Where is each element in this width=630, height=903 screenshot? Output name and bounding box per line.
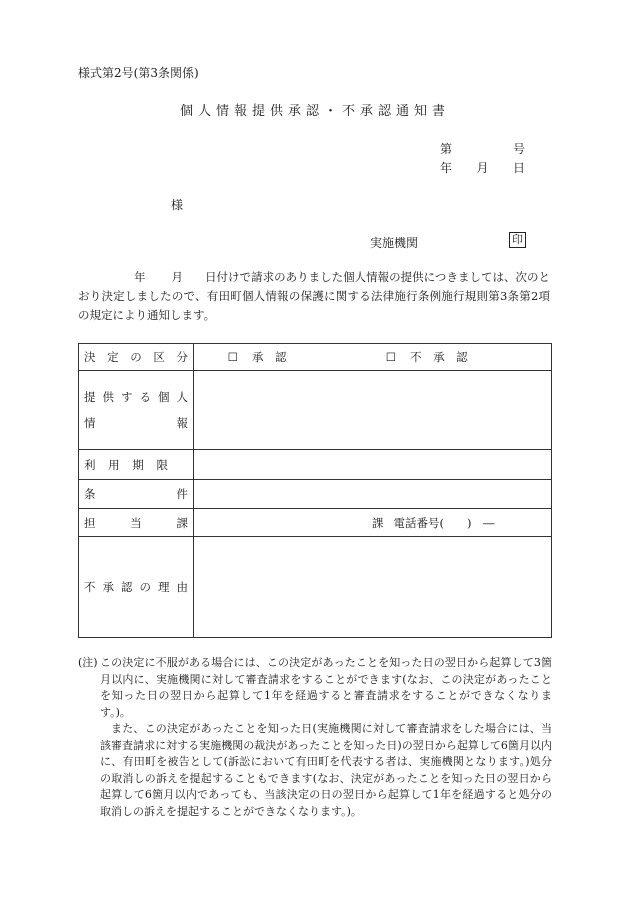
approve-option[interactable] [228,349,287,365]
table-row-reason [79,537,552,638]
doc-number-prefix: 第 [440,142,453,156]
table-row-conditions [79,480,552,509]
info-value[interactable] [194,371,552,450]
table-row-contact [79,509,552,537]
note-paragraph-2: また、この決定があったことを知った日(実施機関に対して審査請求をした場合には、当該審査請求に対する実施機関の裁決があったことを知った日)の翌日から起算して6箇月以内に、有田町を被告として(訴訟において有田町を代表する者は、実施機関となります。)処分の取消しの訴えを提起することもできます(なお、決定があったことを知った日の翌日から起算して6箇月以内であっても、当該決定の日の翌日から起算して1年を経過すると処分の取消しの訴えを提起することができなくなります。)。 [100,722,552,818]
note-paragraph-1: この決定に不服がある場合には、この決定があったことを知った日の翌日から起算して3箇月以内に、実施機関に対して審査請求をすることができます(なお、この決定があったことを知った日の翌日から起算して1年を経過すると審査請求をすることができなくなります。)。 [100,656,552,719]
contact-label: 担 当 課 [84,515,188,530]
decision-label: 決 定 の 区 分 [84,350,188,364]
contact-phone: 電話番号( ) ― [393,515,495,530]
conditions-value[interactable] [194,480,552,509]
table-row-period [79,450,552,480]
approve-label: 承 認 [251,350,287,364]
intro-month: 月 [171,270,184,284]
date-year: 年 [440,161,453,175]
decision-options [194,344,552,371]
decision-table [78,343,552,638]
agency-label: 実施機関 [370,236,419,250]
approve-checkbox[interactable]: ☐ [227,350,238,364]
reject-label: 不 承 認 [410,350,468,364]
info-label-line2: 情 報 [84,416,188,430]
period-value[interactable] [194,450,552,480]
document-number [440,140,525,157]
note-section [78,655,552,820]
reason-label: 不 承 認 の 理 由 [84,580,188,594]
addressee: 様 [171,198,184,212]
doc-number-suffix: 号 [512,142,525,156]
period-label: 利 用 期 限 [84,457,168,472]
document-title: 個人情報提供承認・不承認通知書 [179,104,450,119]
intro-year: 年 [134,270,146,284]
date-line [440,159,525,176]
seal-mark: 印 [509,232,526,248]
contact-value[interactable] [194,509,552,537]
contact-dept: 課 [372,515,384,530]
info-label-line1: 提 供 す る 個 人 [84,390,188,404]
table-row-decision [79,344,552,371]
intro-paragraph [78,268,550,325]
reject-option[interactable] [386,349,468,365]
date-month: 月 [476,161,489,175]
conditions-label: 条 件 [84,487,188,501]
reject-checkbox[interactable]: ☐ [385,350,397,364]
intro-text: 日付けで請求のありました個人情報の提供につきましては、次のとおり決定しましたので、有田町個人情報の保護に関する法律施行条例施行規則第3条第2項の規定により通知します。 [78,270,550,322]
form-number: 様式第2号(第3条関係) [78,66,199,80]
reason-value[interactable] [194,537,552,638]
note-head: (注) [78,656,98,669]
table-row-info [79,371,552,450]
date-day: 日 [512,161,525,175]
